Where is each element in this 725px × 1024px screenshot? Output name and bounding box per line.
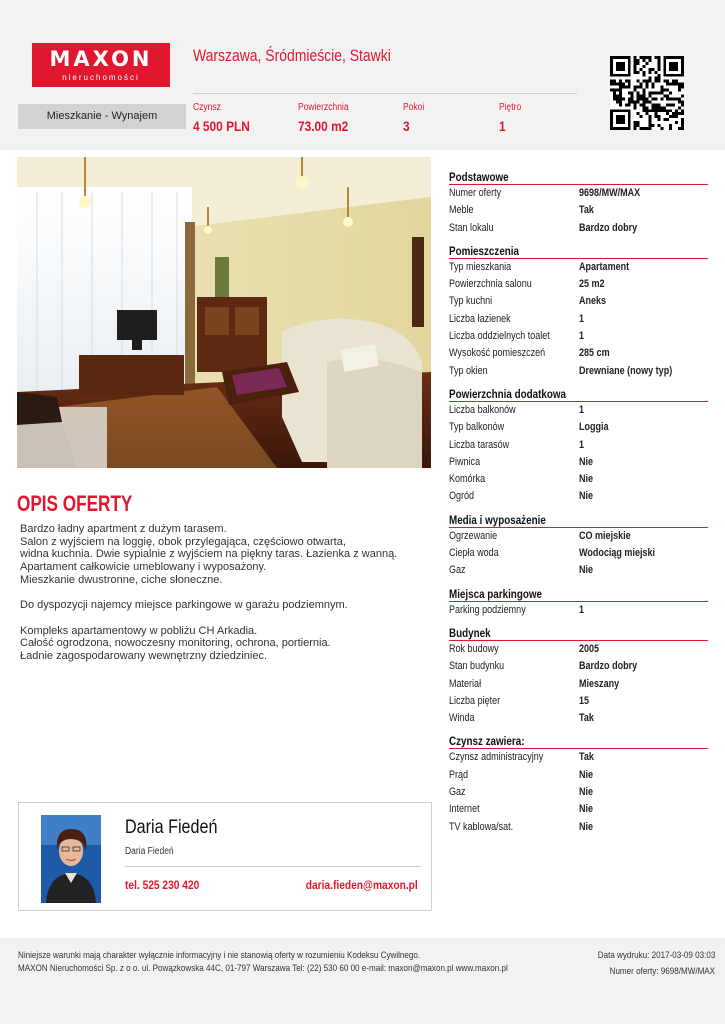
description-paragraph: Kompleks apartamentowy w pobliżu CH Arkadia. Całość ogrodzona, nowoczesny monitoring, ochrona, portiernia. Ładnie zagospodarowany wewnętrzny dziedziniec. [20,624,331,662]
description-text [20,523,430,675]
details-value: 1 [579,438,585,451]
logo-wordmark: MAXON [49,47,153,71]
details-value: Nie [579,786,594,799]
details-row [449,402,708,419]
details-value: 2005 [579,642,600,655]
section-title-text: Budynek [449,625,491,640]
stat-value: 73.00 m2 [298,118,349,134]
details-key: Ciepła woda [449,547,499,560]
description-paragraph: Bardzo ładny apartment z dużym tarasem. Salon z wyjściem na loggię, obok przylegająca, częściowo otwarta, widna kuchnia. Dwie sypialnie z wyjściem na piękny taras. Łazienka z wanną. Apartament całkowicie umeblowany i wyposażony. Mieszkanie dwustronne, ciche słoneczne. [20,523,398,586]
details-value: Nie [579,820,594,833]
details-key: Stan lokalu [449,221,494,234]
section-title-text: Powierzchnia dodatkowa [449,386,567,401]
footer-print-date: Data wydruku: 2017-03-09 03:03 [597,950,715,961]
details-row [449,767,708,784]
details-row [449,693,708,710]
details-row [449,488,708,505]
details-key: Liczba łazienek [449,312,511,325]
details-value: Nie [579,473,594,486]
apartment-photo[interactable] [17,157,431,468]
details-row [449,545,708,562]
details-section-title [449,586,708,602]
details-key: Materiał [449,677,482,690]
details-value: 25 m2 [579,278,605,291]
details-value: CO miejskie [579,529,631,542]
details-value: Drewniane (nowy typ) [579,364,673,377]
details-row [449,471,708,488]
section-title-text: Miejsca parkingowe [449,586,542,601]
agent-subtitle: Daria Fiedeń [125,846,174,857]
details-row [449,276,708,293]
logo-tagline: nieruchomości [62,73,140,82]
stat-value: 3 [403,118,410,134]
details-value: 9698/MW/MAX [579,187,641,199]
details-key: Typ balkonów [449,421,505,434]
details-value: 1 [579,330,585,343]
details-section-title [449,512,708,528]
details-value: Tak [579,712,594,725]
details-section-title [449,243,708,259]
agent-phone-link[interactable]: tel. 525 230 420 [125,878,200,892]
details-key: Ogród [449,490,475,503]
agent-card [18,802,432,911]
details-row [449,562,708,579]
details-row [449,259,708,276]
details-key: Typ mieszkania [449,260,512,273]
details-value: Tak [579,751,594,764]
details-key: Powierzchnia salonu [449,278,532,291]
description-title: OPIS OFERTY [17,491,133,516]
details-value: 1 [579,312,585,325]
details-row [449,293,708,310]
details-value: Nie [579,564,594,577]
details-key: Liczba tarasów [449,438,510,451]
stat-label: Pokoi [403,102,425,113]
details-row [449,749,708,766]
details-row [449,784,708,801]
footer [0,938,725,1024]
details-key: Ogrzewanie [449,529,498,542]
section-title-text: Pomieszczenia [449,243,520,258]
details-key: Liczba oddzielnych toalet [449,330,550,343]
details-row [449,658,708,675]
footer-offer-number: Numer oferty: 9698/MW/MAX [609,966,715,977]
details-key: Rok budowy [449,642,499,655]
details-key: Liczba balkonów [449,403,516,416]
details-row [449,437,708,454]
details-value: Bardzo dobry [579,221,638,234]
details-value: 285 cm [579,347,610,360]
details-value: Nie [579,455,594,468]
details-value: Nie [579,490,594,503]
details-value: Nie [579,803,594,816]
listing-type-badge: Mieszkanie - Wynajem [18,104,186,129]
agent-divider [125,866,421,867]
details-value: Bardzo dobry [579,660,638,673]
footer-disclaimer: Niniejsze warunki mają charakter wyłącznie informacyjny i nie stanowią oferty w rozumieniu Kodeksu Cywilnego. [18,950,421,961]
details-row [449,676,708,693]
property-details [449,169,708,836]
details-key: Komórka [449,473,486,486]
details-key: Typ kuchni [449,295,493,308]
stat-label: Powierzchnia [298,102,349,113]
details-row [449,220,708,237]
details-key: Stan budynku [449,660,505,673]
details-key: Liczba pięter [449,694,501,707]
stat-area [298,102,357,134]
details-row [449,363,708,380]
details-key: Meble [449,204,474,217]
details-row [449,819,708,836]
details-row [449,710,708,727]
details-section-title [449,625,708,641]
details-row [449,801,708,818]
details-key: Czynsz administracyjny [449,751,544,764]
details-key: Piwnica [449,455,481,468]
stat-label: Piętro [499,102,522,113]
details-value: Apartament [579,260,630,273]
stat-floor [499,102,525,134]
details-row [449,185,708,202]
section-title-text: Czynsz zawiera: [449,734,525,749]
qr-code-icon[interactable] [610,56,684,130]
details-value: Mieszany [579,677,620,690]
details-row [449,311,708,328]
agent-email-link[interactable]: daria.fieden@maxon.pl [306,878,418,892]
agent-photo [41,815,101,903]
details-section-title [449,169,708,185]
details-row [449,454,708,471]
section-title-text: Podstawowe [449,170,509,184]
details-value: Loggia [579,421,609,434]
details-value: 1 [579,603,585,616]
maxon-logo[interactable] [32,43,170,87]
details-value: Tak [579,204,594,217]
details-row [449,328,708,345]
details-value: Aneks [579,295,607,308]
details-value: 1 [579,403,585,416]
details-row [449,345,708,362]
details-row [449,528,708,545]
details-value: Wodociąg miejski [579,547,656,560]
details-key: Typ okien [449,364,488,377]
details-value: 15 [579,694,590,707]
description-paragraph: Do dyspozycji najemcy miejsce parkingowe w garażu podziemnym. [20,599,348,612]
stat-label: Czynsz [193,102,221,113]
details-row [449,602,708,619]
listing-location: Warszawa, Śródmieście, Stawki [193,46,391,65]
details-key: Prąd [449,768,469,781]
details-row [449,419,708,436]
stat-rooms [403,102,428,134]
details-section-title [449,733,708,749]
header-divider [193,93,577,94]
details-key: Winda [449,712,475,725]
details-section-title [449,386,708,402]
stat-rent [193,102,260,134]
details-key: Gaz [449,564,466,577]
details-row [449,641,708,658]
section-title-text: Media i wyposażenie [449,512,546,527]
details-key: Internet [449,803,480,816]
stat-value: 4 500 PLN [193,118,250,134]
details-key: TV kablowa/sat. [449,820,514,833]
details-key: Parking podziemny [449,603,526,616]
details-value: Nie [579,768,594,781]
details-key: Gaz [449,786,466,799]
details-key: Numer oferty [449,187,502,199]
footer-company-info: MAXON Nieruchomości Sp. z o o. ul. Powązkowska 44C, 01-797 Warszawa Tel: (22) 530 60 00 e-mail: maxon@maxon.pl www.maxon.pl [18,963,508,974]
stat-value: 1 [499,118,506,134]
agent-name: Daria Fiedeń [125,817,218,838]
details-row [449,202,708,219]
header [0,0,725,150]
details-key: Wysokość pomieszczeń [449,347,546,360]
